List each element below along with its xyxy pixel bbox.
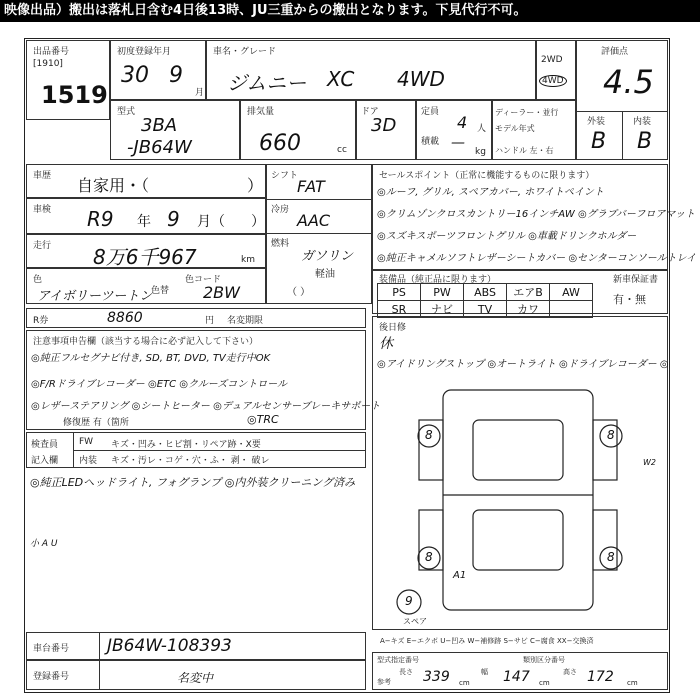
- equip-tv: TV: [464, 301, 507, 318]
- spare-label: スペア: [403, 617, 427, 626]
- inspector-fw-text: キズ・凹み・ヒビ割・リペア跡・X要: [111, 440, 261, 450]
- inspector-box: [26, 432, 366, 468]
- recycle-value: 8860: [107, 310, 143, 326]
- rear-line: ◎アイドリングストップ ◎オートライト ◎ドライブレコーダー ◎: [377, 359, 669, 370]
- reg-number-box: [26, 660, 366, 690]
- mileage-value: 8万6千967: [93, 245, 197, 269]
- drive-2wd: 2WD: [541, 55, 563, 65]
- vehicle-box: [206, 40, 536, 100]
- score-box: [576, 40, 668, 160]
- diagram-box: [372, 380, 668, 630]
- reg-number-label: 登録番号: [33, 672, 70, 682]
- equip-navi: ナビ: [421, 301, 464, 318]
- mark-a1: A1: [453, 570, 467, 581]
- dealer-box: [492, 100, 576, 160]
- color-code: 2BW: [203, 283, 240, 302]
- sales-points-label: セールスポイント（正常に機能するものに限ります）: [379, 171, 595, 181]
- capacity-box: [416, 100, 492, 160]
- dim-hgt-label: 高さ: [563, 668, 577, 676]
- drive-box: [536, 40, 576, 100]
- color-box: [26, 268, 266, 304]
- notes-line-1: ◎純正フルセグナビ付き, SD, BT, DVD, TV走行中OK: [31, 353, 271, 364]
- notes-label: 注意事項申告欄（該当する場合に必ず記入して下さい）: [33, 337, 259, 347]
- color-label: 色: [33, 275, 43, 285]
- tire-rl-value: 8: [425, 550, 433, 564]
- door-value: 3D: [371, 115, 397, 136]
- rear-label: 後日修: [379, 323, 407, 333]
- chassis-box: [26, 632, 366, 660]
- dealer-label3: ハンドル 左・右: [495, 146, 554, 155]
- dim-label1: 型式指定番号: [377, 656, 419, 664]
- dim-len-label: 長さ: [399, 668, 413, 676]
- car-diagram: [373, 380, 667, 628]
- registration-box: [110, 40, 206, 100]
- shaken-box: [26, 198, 266, 234]
- sales-line-2: ◎クリムゾンクロスカントリー16インチAW ◎グラブバーフロアマット: [377, 209, 696, 220]
- dim-ref: 参考: [377, 678, 391, 686]
- shift-label: シフト: [271, 171, 299, 181]
- score-ext: B: [591, 129, 607, 154]
- equip-leather: カワ: [507, 301, 550, 318]
- color-code-label: 色コード: [185, 275, 222, 285]
- mileage-label: 走行: [33, 241, 52, 251]
- dim-hgt-unit: cm: [627, 679, 638, 687]
- equip-abs: ABS: [464, 284, 507, 301]
- shaken-value: R9: [87, 207, 114, 231]
- equipment-new-label: 新車保証書: [613, 275, 659, 285]
- load-value: —: [451, 135, 465, 151]
- chassis-value: JB64W-108393: [107, 636, 232, 656]
- lot-box: [26, 40, 110, 120]
- inspector-label1: 検査員: [31, 440, 59, 450]
- displacement-label: 排気量: [247, 107, 275, 117]
- score-ext-label: 外装: [587, 117, 606, 127]
- sales-line-1: ◎ルーフ, グリル, スペアカバー, ホワイトペイント: [377, 187, 604, 198]
- legend: A−キズ E−エクボ U−凹み W−補修跡 S−サビ C−腐食 XX−交換済: [380, 637, 594, 645]
- equip-sr: SR: [378, 301, 421, 318]
- sales-points-box: [372, 164, 697, 270]
- spec-box: [266, 164, 372, 304]
- dim-hgt: 172: [587, 669, 614, 685]
- displacement-unit: cc: [337, 145, 347, 155]
- mark-w2: W2: [643, 458, 656, 467]
- displacement-box: [240, 100, 356, 160]
- tire-fl-value: 8: [425, 428, 433, 442]
- rear-box: [372, 316, 668, 380]
- capacity-value: 4: [457, 113, 468, 132]
- rear-value: 休: [379, 336, 393, 352]
- inspector-note: ◎純正LEDヘッドライト, フォグランプ ◎内外装クリーニング済み: [30, 476, 356, 489]
- vehicle-drive: 4WD: [397, 67, 445, 91]
- notes-repair-label: 修復歴 有（箇所: [63, 418, 129, 428]
- vehicle-label: 車名・グレード: [213, 47, 277, 57]
- tire-rr-value: 8: [607, 550, 615, 564]
- notes-line-3: ◎レザーステアリング ◎シートヒーター ◎デュアルセンサーブレーキサポート: [31, 401, 381, 412]
- equip-pw: PW: [421, 284, 464, 301]
- notes-line-2: ◎F/Rドライブレコーダー ◎ETC ◎クルーズコントロール: [31, 379, 288, 390]
- load-label: 積載: [421, 137, 440, 147]
- fuel-value: ガソリン: [301, 249, 354, 264]
- recycle-label: R券: [33, 316, 49, 326]
- recycle-date-label: 名変期限: [227, 316, 264, 326]
- chassis-note: 小 A U: [30, 539, 58, 549]
- tire-fr-value: 8: [607, 428, 615, 442]
- reg-number-value: 名変中: [177, 671, 214, 685]
- registration-label: 初度登録年月: [117, 47, 172, 57]
- usage-close: ）: [247, 176, 264, 195]
- notes-box: [26, 330, 381, 430]
- ac-label: 冷房: [271, 205, 290, 215]
- equipment-table: [377, 283, 593, 318]
- model-box: [110, 100, 240, 160]
- rear-window: [473, 510, 563, 570]
- vehicle-name: ジムニー: [227, 71, 307, 95]
- usage-box: [26, 164, 266, 198]
- shaken-label: 車検: [33, 205, 52, 215]
- score-int: B: [637, 129, 653, 154]
- capacity-label: 定員: [421, 107, 440, 117]
- registration-month: 9: [169, 63, 183, 88]
- dimensions-box: [372, 652, 668, 690]
- dealer-label2: モデル年式: [495, 124, 535, 133]
- drive-4wd-circled: 4WD: [539, 75, 567, 87]
- fuel-alt: 軽油: [315, 269, 335, 280]
- equipment-box: [372, 270, 668, 314]
- spare-value: 9: [405, 594, 413, 608]
- model-line2: -JB64W: [127, 137, 192, 158]
- mileage-box: [26, 234, 266, 268]
- lot-sub: [1910]: [33, 59, 63, 69]
- registration-month-unit: 月: [195, 88, 205, 98]
- door-label: ドア: [361, 107, 379, 117]
- color-tone-label: 色替: [151, 286, 170, 296]
- dim-wid-label: 幅: [481, 668, 488, 676]
- equip-aw: AW: [550, 284, 593, 301]
- score-int-label: 内装: [633, 117, 652, 127]
- dim-len: 339: [423, 669, 450, 685]
- shaken-close: ）: [251, 214, 265, 230]
- fuel-paren: （ ）: [287, 287, 311, 298]
- notes-trc: ◎TRC: [247, 413, 279, 426]
- inspector-int-text: キズ・汚レ・コゲ・穴・ふ・ 剥・ 破レ: [111, 456, 270, 466]
- score-label: 評価点: [601, 47, 629, 57]
- equip-ps: PS: [378, 284, 421, 301]
- dim-wid: 147: [503, 669, 530, 685]
- equipment-new-value: 有・無: [613, 293, 646, 306]
- fuel-label: 燃料: [271, 239, 290, 249]
- equip-airbag: エアB: [507, 284, 550, 301]
- mileage-unit: km: [241, 255, 255, 265]
- dim-len-unit: cm: [459, 679, 470, 687]
- shift-value: FAT: [297, 177, 325, 196]
- model-label: 型式: [117, 107, 136, 117]
- lot-number: 1519: [41, 81, 108, 109]
- shaken-month: 9: [167, 207, 180, 231]
- model-line1: 3BA: [141, 115, 178, 136]
- capacity-unit: 人: [477, 124, 487, 134]
- dim-wid-unit: cm: [539, 679, 550, 687]
- door-box: [356, 100, 416, 160]
- ac-value: AAC: [297, 211, 331, 230]
- usage-label: 車歴: [33, 171, 52, 181]
- notice-header: 映像出品）搬出は落札日含む4日後13時、JU三重からの搬出となります。下見代行不可。: [0, 0, 700, 22]
- inspector-int-label: 内装: [79, 456, 98, 466]
- sales-line-3: ◎スズキスポーツフロントグリル ◎車載ドリンクホルダー: [377, 231, 637, 242]
- registration-year: 30: [121, 63, 149, 88]
- shaken-year-unit: 年: [137, 214, 151, 230]
- dim-label2: 類別区分番号: [523, 656, 565, 664]
- color-value: アイボリーツートン: [37, 289, 153, 304]
- equipment-label: 装備品（純正品に限ります）: [379, 275, 497, 285]
- dealer-label1: ディーラー・並行: [495, 108, 559, 117]
- score-value: 4.5: [603, 63, 654, 101]
- recycle-unit: 円: [205, 316, 215, 326]
- displacement-value: 660: [259, 131, 301, 156]
- usage-value: 自家用・（: [77, 176, 150, 195]
- load-unit: kg: [475, 147, 486, 157]
- sales-line-4: ◎純正キャメルソフトレザーシートカバー ◎センターコンソールトレイ: [377, 253, 697, 264]
- lot-label: 出品番号: [33, 47, 70, 57]
- chassis-label: 車台番号: [33, 644, 70, 654]
- inspector-fw-label: FW: [79, 437, 94, 447]
- recycle-box: [26, 308, 366, 328]
- inspector-label2: 記入欄: [31, 456, 59, 466]
- vehicle-grade: XC: [327, 67, 355, 91]
- windshield: [473, 420, 563, 480]
- shaken-month-unit: 月（: [197, 214, 225, 230]
